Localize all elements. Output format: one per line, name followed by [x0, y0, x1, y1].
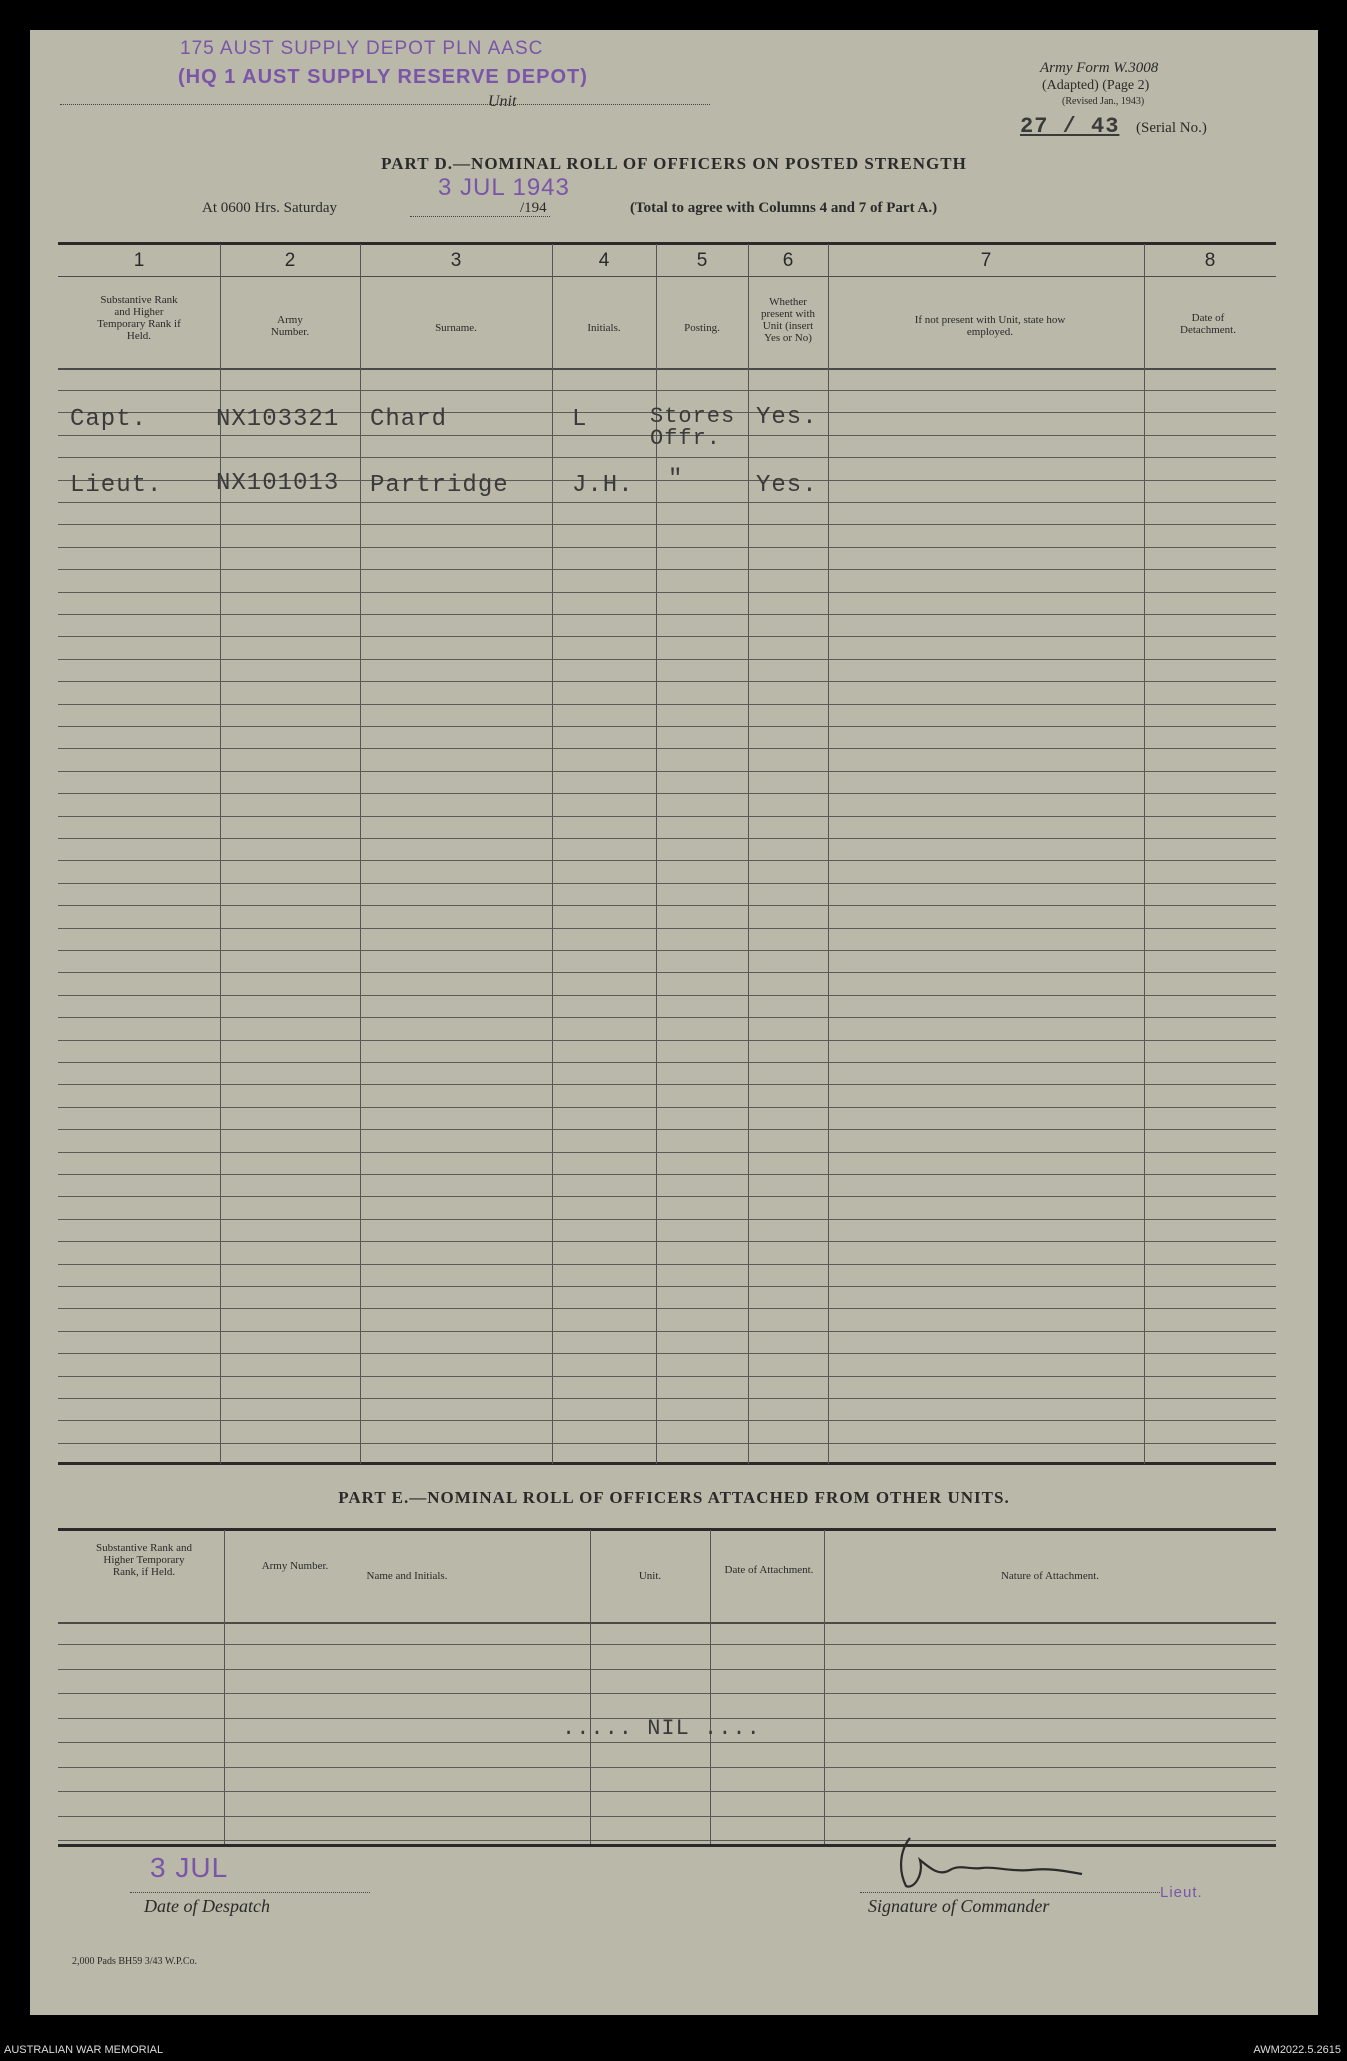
col-header-surname: Surname. [435, 322, 477, 334]
col-number-1: 1 [133, 250, 145, 271]
part-d-rule-40 [58, 1286, 1276, 1287]
row-2-rank: Lieut. [70, 472, 163, 499]
part-e-nil-entry: ..... NIL .... [562, 1716, 761, 1741]
date-of-despatch-label: Date of Despatch [144, 1896, 270, 1916]
part-e-title: PART E.—NOMINAL ROLL OF OFFICERS ATTACHED FROM OTHER UNITS. [338, 1488, 1010, 1507]
part-d-rule-30 [58, 1062, 1276, 1063]
part-d-rule-36 [58, 1196, 1276, 1197]
at-hours-label: At 0600 Hrs. Saturday [202, 200, 337, 216]
row-2-present: Yes. [756, 472, 818, 499]
part-d-rule-33 [58, 1129, 1276, 1130]
part-e-rule-1 [58, 1669, 1276, 1670]
col-header-present: Whether present with Unit (insert Yes or No) [760, 296, 816, 344]
part-d-rule-26 [58, 972, 1276, 973]
part-e-rule-2 [58, 1693, 1276, 1694]
row-1-posting: Stores Offr. [650, 404, 736, 451]
part-d-top-border [58, 242, 1276, 245]
part-d-header-bottom [58, 368, 1276, 370]
signature-of-commander-label: Signature of Commander [868, 1896, 1050, 1916]
part-d-rule-14 [58, 704, 1276, 705]
row-2-surname: Partridge [370, 472, 509, 499]
part-d-rule-16 [58, 748, 1276, 749]
part-d-rule-38 [58, 1241, 1276, 1242]
unit-stamp-line2: (HQ 1 AUST SUPPLY RESERVE DEPOT) [178, 66, 588, 88]
part-d-rule-0 [58, 390, 1276, 391]
row-1-initials: L [572, 406, 588, 433]
form-name: Army Form W.3008 [1040, 60, 1159, 76]
part-d-rule-41 [58, 1308, 1276, 1309]
part-d-rule-44 [58, 1376, 1276, 1377]
unit-stamp-line1: 175 AUST SUPPLY DEPOT PLN AASC [180, 38, 544, 59]
serial-number: 27 / 43 [1020, 114, 1120, 139]
part-d-rule-17 [58, 771, 1276, 772]
part-e-header-rank: Substantive Rank and Higher Temporary Rank, if Held. [96, 1542, 192, 1578]
col-header-army-number: Army Number. [270, 314, 310, 338]
part-e-rule-6 [58, 1791, 1276, 1792]
part-d-rule-47 [58, 1443, 1276, 1444]
part-d-rule-34 [58, 1152, 1276, 1153]
archive-name: AUSTRALIAN WAR MEMORIAL [4, 2044, 164, 2056]
part-d-rule-27 [58, 995, 1276, 996]
part-d-rule-43 [58, 1353, 1276, 1354]
part-e-header-unit: Unit. [638, 1570, 662, 1582]
despatch-dotted-line [130, 1892, 370, 1894]
part-e-rule-5 [58, 1767, 1276, 1768]
part-e-header-name: Name and Initials. [366, 1570, 448, 1582]
part-d-rule-19 [58, 816, 1276, 817]
part-e-top-border [58, 1528, 1276, 1531]
row-2-initials: J.H. [572, 472, 634, 499]
part-d-rule-12 [58, 659, 1276, 660]
col-header-initials: Initials. [587, 322, 621, 334]
form-adapted: (Adapted) (Page 2) [1042, 78, 1150, 93]
part-d-rule-5 [58, 502, 1276, 503]
col-number-8: 8 [1204, 250, 1216, 271]
part-e-rule-0 [58, 1644, 1276, 1645]
part-d-rule-42 [58, 1331, 1276, 1332]
row-1-army-number: NX103321 [216, 406, 340, 433]
part-e-vline-3 [710, 1530, 711, 1844]
part-e-rule-7 [58, 1816, 1276, 1817]
col-header-how-employed: If not present with Unit, state how employed. [914, 314, 1066, 338]
year-label: /194 [520, 200, 547, 216]
commander-signature [870, 1830, 1110, 1900]
col-number-4: 4 [598, 250, 610, 271]
part-d-rule-24 [58, 928, 1276, 929]
signature-stamp: Lieut. [1160, 1884, 1203, 1901]
form-sheet [30, 30, 1318, 2015]
part-e-header-nature: Nature of Attachment. [1000, 1570, 1100, 1582]
part-d-rule-45 [58, 1398, 1276, 1399]
part-d-rule-31 [58, 1084, 1276, 1085]
unit-label: Unit [488, 93, 517, 110]
part-d-bottom-border [58, 1462, 1276, 1465]
col-header-date-detachment: Date of Detachment. [1180, 312, 1236, 336]
printer-imprint: 2,000 Pads BH59 3/43 W.P.Co. [72, 1956, 198, 1967]
part-d-rule-46 [58, 1420, 1276, 1421]
form-revised: (Revised Jan., 1943) [1062, 96, 1145, 107]
part-d-rule-32 [58, 1107, 1276, 1108]
signature-dotted-line [860, 1892, 1160, 1894]
col-number-7: 7 [980, 250, 992, 271]
part-d-title: PART D.—NOMINAL ROLL OF OFFICERS ON POSTED STRENGTH [381, 154, 967, 173]
part-d-vline-3 [552, 244, 553, 1464]
part-d-vline-2 [360, 244, 361, 1464]
part-d-rule-35 [58, 1174, 1276, 1175]
part-d-rule-8 [58, 569, 1276, 570]
part-d-rule-6 [58, 524, 1276, 525]
col-number-2: 2 [284, 250, 296, 271]
archive-reference: AWM2022.5.2615 [1253, 2044, 1341, 2056]
part-d-rule-3 [58, 457, 1276, 458]
row-1-surname: Chard [370, 406, 448, 433]
part-d-rule-20 [58, 838, 1276, 839]
col-number-5: 5 [696, 250, 708, 271]
archive-footer [0, 2040, 1347, 2061]
part-d-rule-10 [58, 614, 1276, 615]
part-d-rule-18 [58, 793, 1276, 794]
part-d-rule-15 [58, 726, 1276, 727]
part-e-header-army-number: Army Number. [261, 1560, 329, 1572]
part-d-rule-25 [58, 950, 1276, 951]
roll-date-stamp: 3 JUL 1943 [438, 174, 570, 201]
part-d-rule-7 [58, 547, 1276, 548]
part-d-rule-29 [58, 1040, 1276, 1041]
part-d-rule-22 [58, 883, 1276, 884]
part-d-number-row-line [58, 276, 1276, 277]
despatch-date-stamp: 3 JUL [150, 1852, 229, 1883]
part-d-rule-13 [58, 681, 1276, 682]
part-e-header-date-attachment: Date of Attachment. [724, 1564, 814, 1576]
col-header-posting: Posting. [684, 322, 720, 334]
row-2-posting: " [668, 466, 684, 493]
col-number-3: 3 [450, 250, 462, 271]
col-header-rank: Substantive Rank and Higher Temporary Rank if Held. [97, 294, 181, 342]
part-d-rule-9 [58, 592, 1276, 593]
part-d-rule-28 [58, 1017, 1276, 1018]
total-note: (Total to agree with Columns 4 and 7 of Part A.) [630, 200, 938, 216]
part-e-header-bottom [58, 1622, 1276, 1624]
col-number-6: 6 [782, 250, 794, 271]
part-d-vline-7 [1144, 244, 1145, 1464]
row-2-army-number: NX101013 [216, 470, 340, 497]
part-d-rule-23 [58, 905, 1276, 906]
part-d-rule-37 [58, 1219, 1276, 1220]
unit-dotted-line [60, 104, 710, 106]
part-d-rule-11 [58, 636, 1276, 637]
part-d-vline-6 [828, 244, 829, 1464]
serial-label: (Serial No.) [1136, 120, 1207, 136]
row-1-rank: Capt. [70, 406, 148, 433]
part-d-rule-39 [58, 1264, 1276, 1265]
row-1-present: Yes. [756, 404, 818, 431]
part-d-rule-21 [58, 860, 1276, 861]
part-e-rule-4 [58, 1742, 1276, 1743]
